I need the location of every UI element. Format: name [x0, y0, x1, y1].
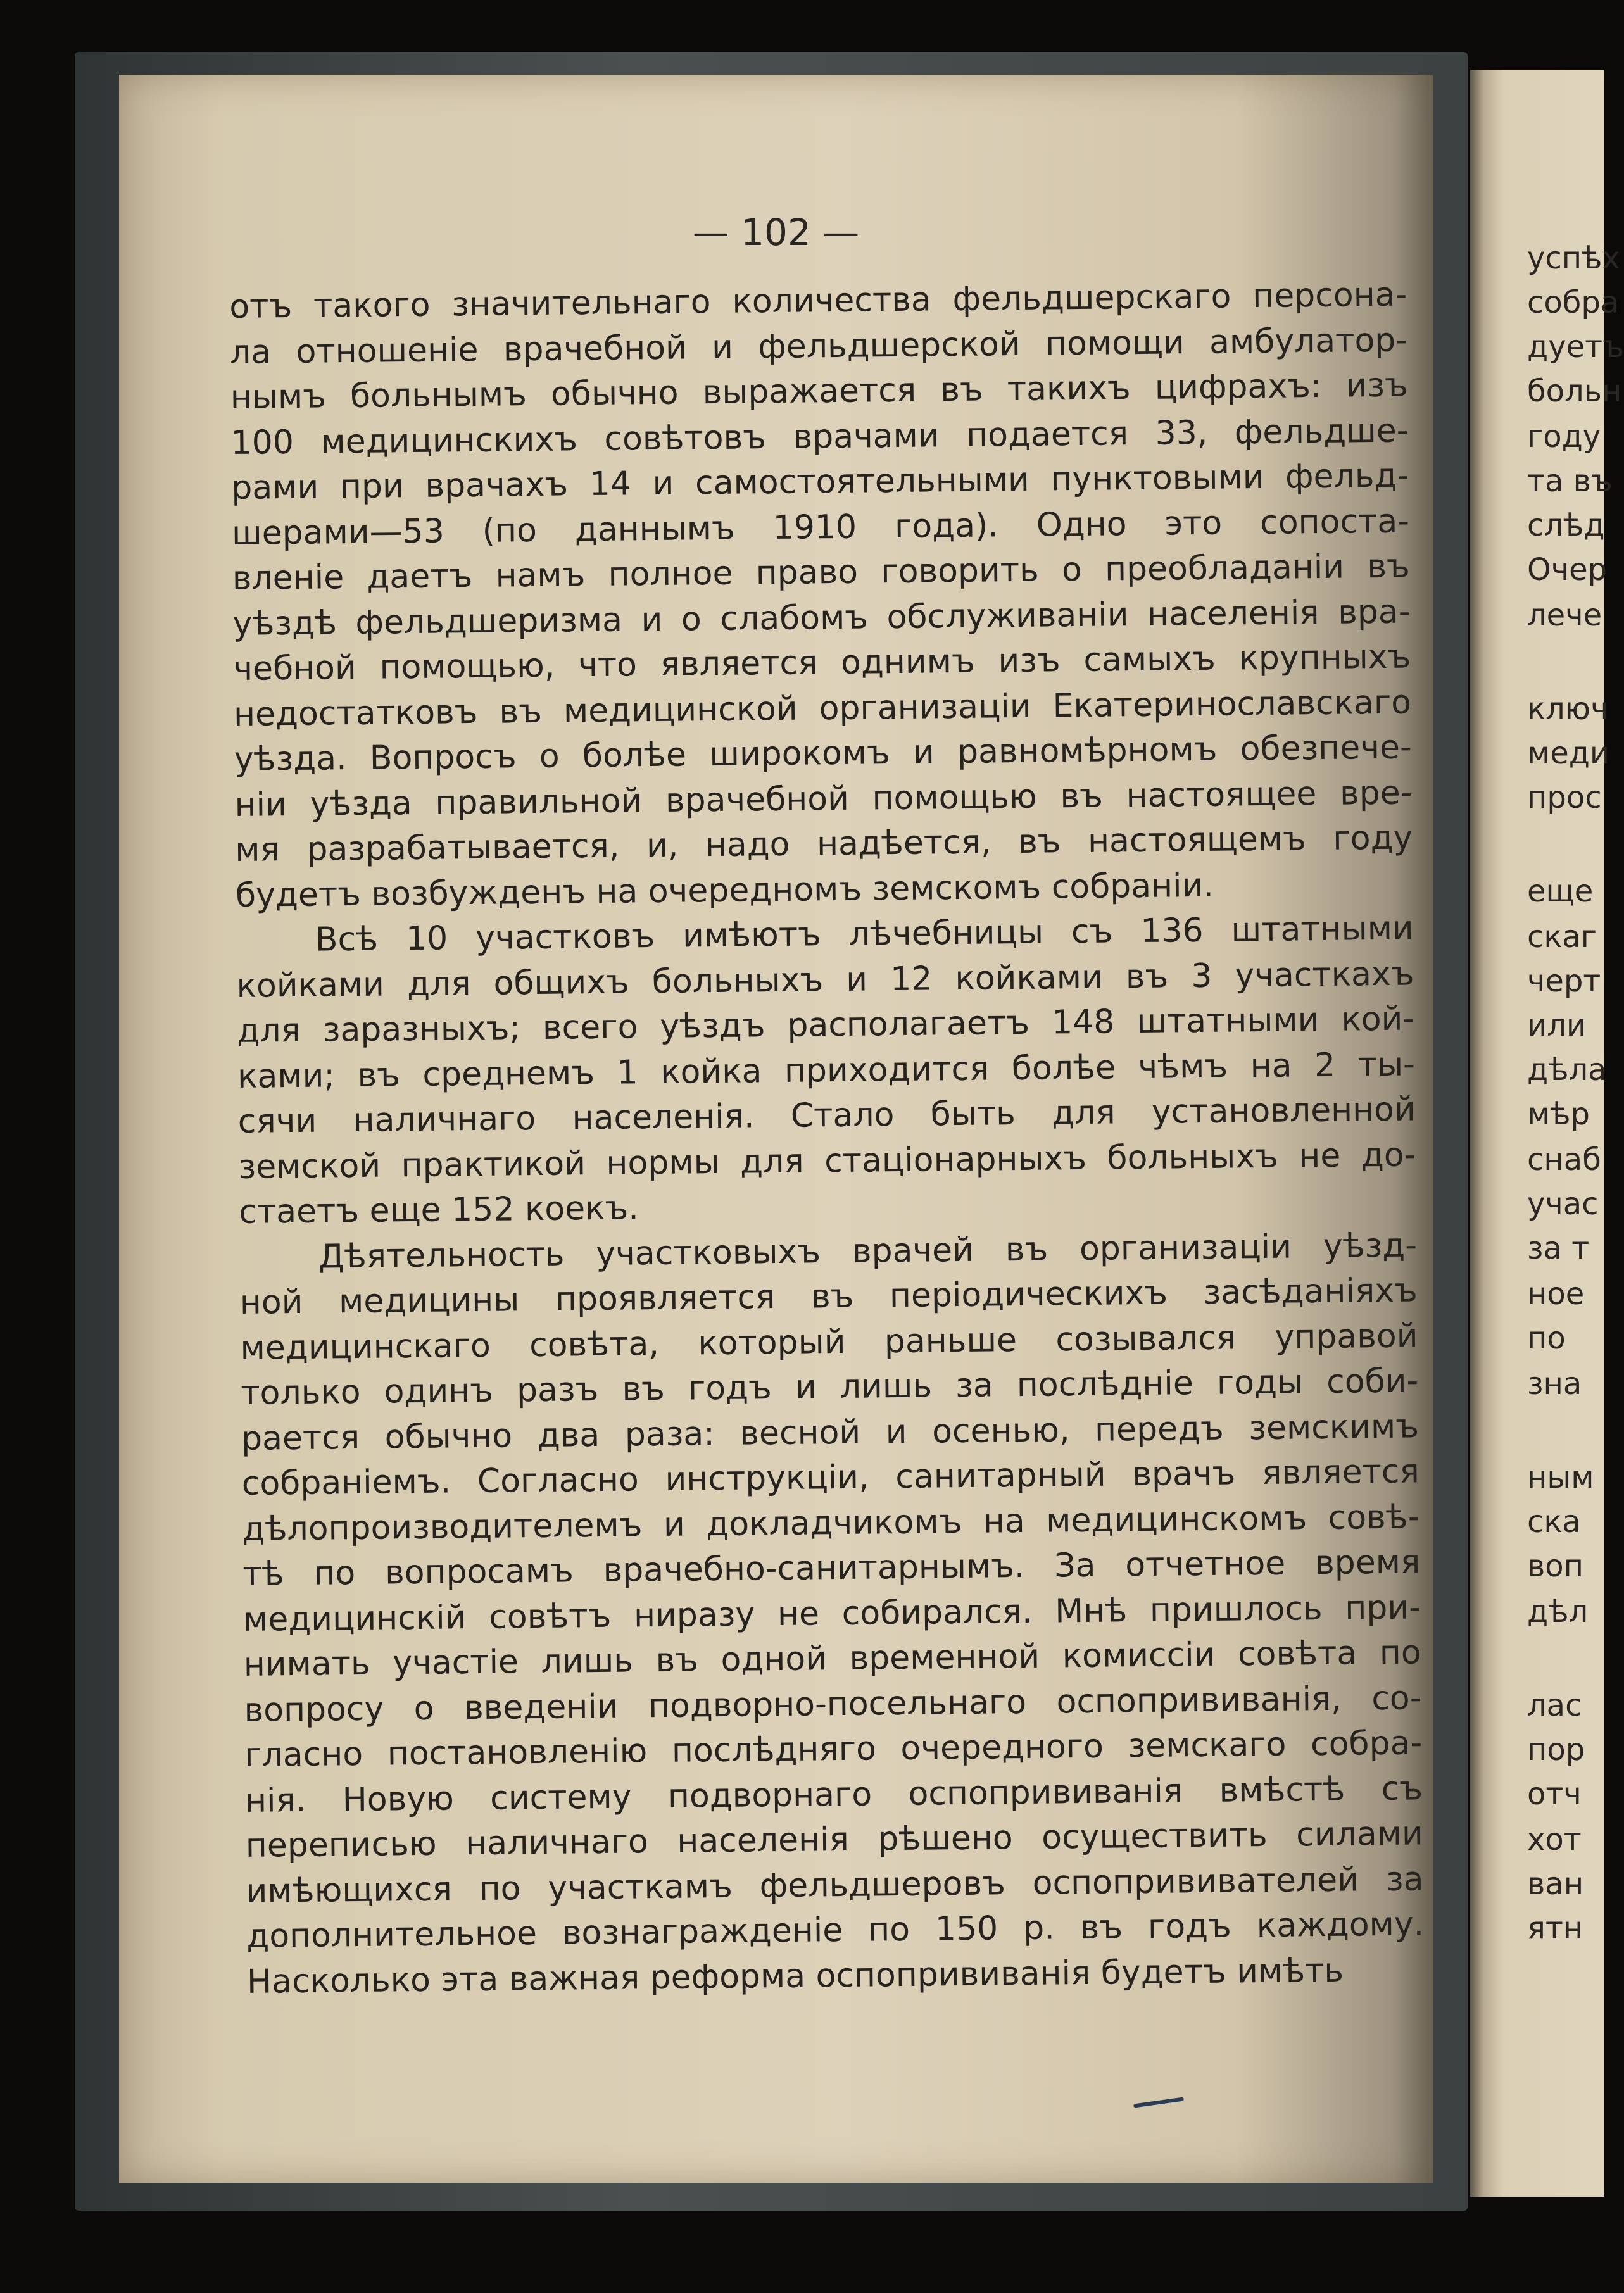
text-line: земской практикой нормы для стаціонарныхъ больныхъ не до-	[238, 1135, 1416, 1186]
paragraph	[236, 906, 1416, 1235]
text-line: для заразныхъ; всего уѣздъ располагаетъ 148 штатными кой-	[237, 1000, 1415, 1050]
text-line: имѣющихся по участкамъ фельдшеровъ оспопрививателей за	[246, 1859, 1424, 1911]
facing-page-fragment: дуетъ	[1527, 329, 1624, 365]
text-line: тѣ по вопросамъ врачебно-санитарнымъ. За отчетное время	[242, 1543, 1421, 1593]
text-line: ной медицины проявляется въ періодическихъ засѣданіяхъ	[239, 1271, 1418, 1322]
facing-page-fragment: за т	[1527, 1231, 1590, 1266]
text-line: койками для общихъ больныхъ и 12 койками въ 3 участкахъ	[236, 954, 1414, 1005]
facing-page-fragment: снаб	[1527, 1142, 1601, 1178]
paragraph	[239, 1223, 1425, 2005]
facing-page-fragment: ным	[1527, 1460, 1594, 1495]
paragraph	[229, 273, 1413, 919]
text-line: мя разрабатывается, и, надо надѣется, въ настоящемъ году	[235, 819, 1413, 869]
text-line: отъ такого значительнаго количества фельдшерскаго персона-	[229, 275, 1407, 326]
facing-page-fragment: учас	[1527, 1186, 1599, 1222]
facing-page-fragment: скаг	[1527, 919, 1597, 955]
facing-page-fragment: отч	[1527, 1776, 1582, 1812]
text-line: стаетъ еще 152 коекъ.	[239, 1189, 639, 1231]
text-line: Всѣ 10 участковъ имѣютъ лѣчебницы съ 136 штатными	[315, 909, 1414, 959]
text-line: рается обычно два раза: весной и осенью, передъ земскимъ	[241, 1407, 1419, 1458]
facing-page-fragment: черт	[1527, 964, 1601, 999]
text-line: сячи наличнаго населенія. Стало быть для установленной	[237, 1090, 1416, 1141]
text-line: вленіе даетъ намъ полное право говорить о преобладаніи въ	[232, 547, 1411, 598]
facing-page-fragment: зна	[1527, 1366, 1582, 1402]
body-text	[229, 273, 1425, 2005]
facing-page-fragment: успѣх	[1527, 241, 1620, 276]
text-line: ками; въ среднемъ 1 койка приходится болѣе чѣмъ на 2 ты-	[237, 1045, 1416, 1096]
text-line: Насколько эта важная реформа оспопрививанія будетъ имѣть	[246, 1951, 1344, 2001]
text-line: Дѣятельность участковыхъ врачей въ организаціи уѣзд-	[318, 1226, 1418, 1276]
text-line: 100 медицинскихъ совѣтовъ врачами подается 33, фельдше-	[230, 411, 1409, 462]
text-line: гласно постановленію послѣдняго очередного земскаго собра-	[244, 1724, 1423, 1775]
facing-page-fragment: хот	[1527, 1822, 1582, 1857]
facing-page-fragment: ятн	[1527, 1911, 1583, 1946]
facing-page-fragment: пор	[1527, 1732, 1585, 1768]
text-line: вопросу о введеніи подворно-посельнаго оспопрививанія, со-	[244, 1678, 1422, 1730]
facing-page-fragment: ключ	[1527, 691, 1609, 727]
text-line: дополнительное вознагражденіе по 150 р. въ годъ каждому.	[246, 1905, 1425, 1956]
right-page-edge	[1470, 70, 1624, 2197]
facing-page-fragment: ван	[1527, 1866, 1584, 1902]
facing-page-fragment: мѣр	[1527, 1096, 1590, 1132]
text-line: только одинъ разъ въ годъ и лишь за послѣдніе годы соби-	[241, 1362, 1419, 1412]
text-line: чебной помощью, что является однимъ изъ самыхъ крупныхъ	[233, 638, 1411, 688]
text-line: дѣлопроизводителемъ и докладчикомъ на медицинскомъ совѣ-	[242, 1497, 1420, 1549]
text-line: ніи уѣзда правильной врачебной помощью въ настоящее вре-	[234, 773, 1413, 824]
text-line: нимать участіе лишь въ одной временной комиссіи совѣта по	[243, 1633, 1421, 1684]
facing-page-fragment: меди	[1527, 736, 1610, 771]
text-line: шерами—53 (по даннымъ 1910 года). Одно это сопоста-	[231, 502, 1410, 553]
facing-page-fragment: по	[1527, 1321, 1566, 1356]
facing-page-fragment: воп	[1527, 1549, 1584, 1584]
facing-page-fragment: лече	[1527, 598, 1602, 633]
text-line: ла отношеніе врачебной и фельдшерской помощи амбулатор-	[229, 321, 1408, 372]
text-line: рами при врачахъ 14 и самостоятельными пунктовыми фельд-	[231, 456, 1409, 507]
facing-page-fragment: больн	[1527, 374, 1622, 409]
text-line: медицинскій совѣтъ ниразу не собирался. Мнѣ пришлось при-	[242, 1588, 1421, 1639]
facing-page-fragment: прос	[1527, 780, 1602, 815]
text-line: переписью наличнаго населенія рѣшено осуществить силами	[245, 1814, 1424, 1865]
facing-page-fragment: лас	[1527, 1688, 1582, 1723]
text-line: недостатковъ въ медицинской организаціи Екатеринославскаго	[233, 682, 1412, 734]
facing-page-fragment: ное	[1527, 1276, 1585, 1312]
text-line: медицинскаго совѣта, который раньше созывался управой	[240, 1316, 1418, 1367]
facing-page-fragment: еще	[1527, 874, 1594, 909]
page-number: — 102 —	[692, 211, 860, 254]
facing-page-fragment: или	[1527, 1008, 1587, 1043]
facing-page-fragment: Очер	[1527, 552, 1608, 587]
facing-page-fragment: дѣла	[1527, 1052, 1607, 1088]
facing-page-fragment: году	[1527, 419, 1601, 455]
facing-page-fragment: слѣд	[1527, 508, 1605, 543]
text-line: собраніемъ. Согласно инструкціи, санитарный врачъ является	[241, 1452, 1419, 1503]
facing-page-fragment: дѣл	[1527, 1594, 1589, 1630]
text-line: уѣзда. Вопросъ о болѣе широкомъ и равномѣрномъ обезпече-	[234, 728, 1412, 779]
facing-page-fragment: ска	[1527, 1504, 1581, 1540]
facing-page-fragment: собра	[1527, 285, 1620, 320]
text-line: уѣздѣ фельдшеризма и о слабомъ обслуживаніи населенія вра-	[232, 592, 1411, 643]
text-line: будетъ возбужденъ на очередномъ земскомъ собраніи.	[235, 866, 1214, 915]
text-line: нымъ больнымъ обычно выражается въ такихъ цифрахъ: изъ	[230, 366, 1409, 417]
facing-page-fragment: та въ	[1527, 463, 1613, 499]
text-line: нія. Новую систему подворнаго оспопрививанія вмѣстѣ съ	[244, 1769, 1423, 1820]
